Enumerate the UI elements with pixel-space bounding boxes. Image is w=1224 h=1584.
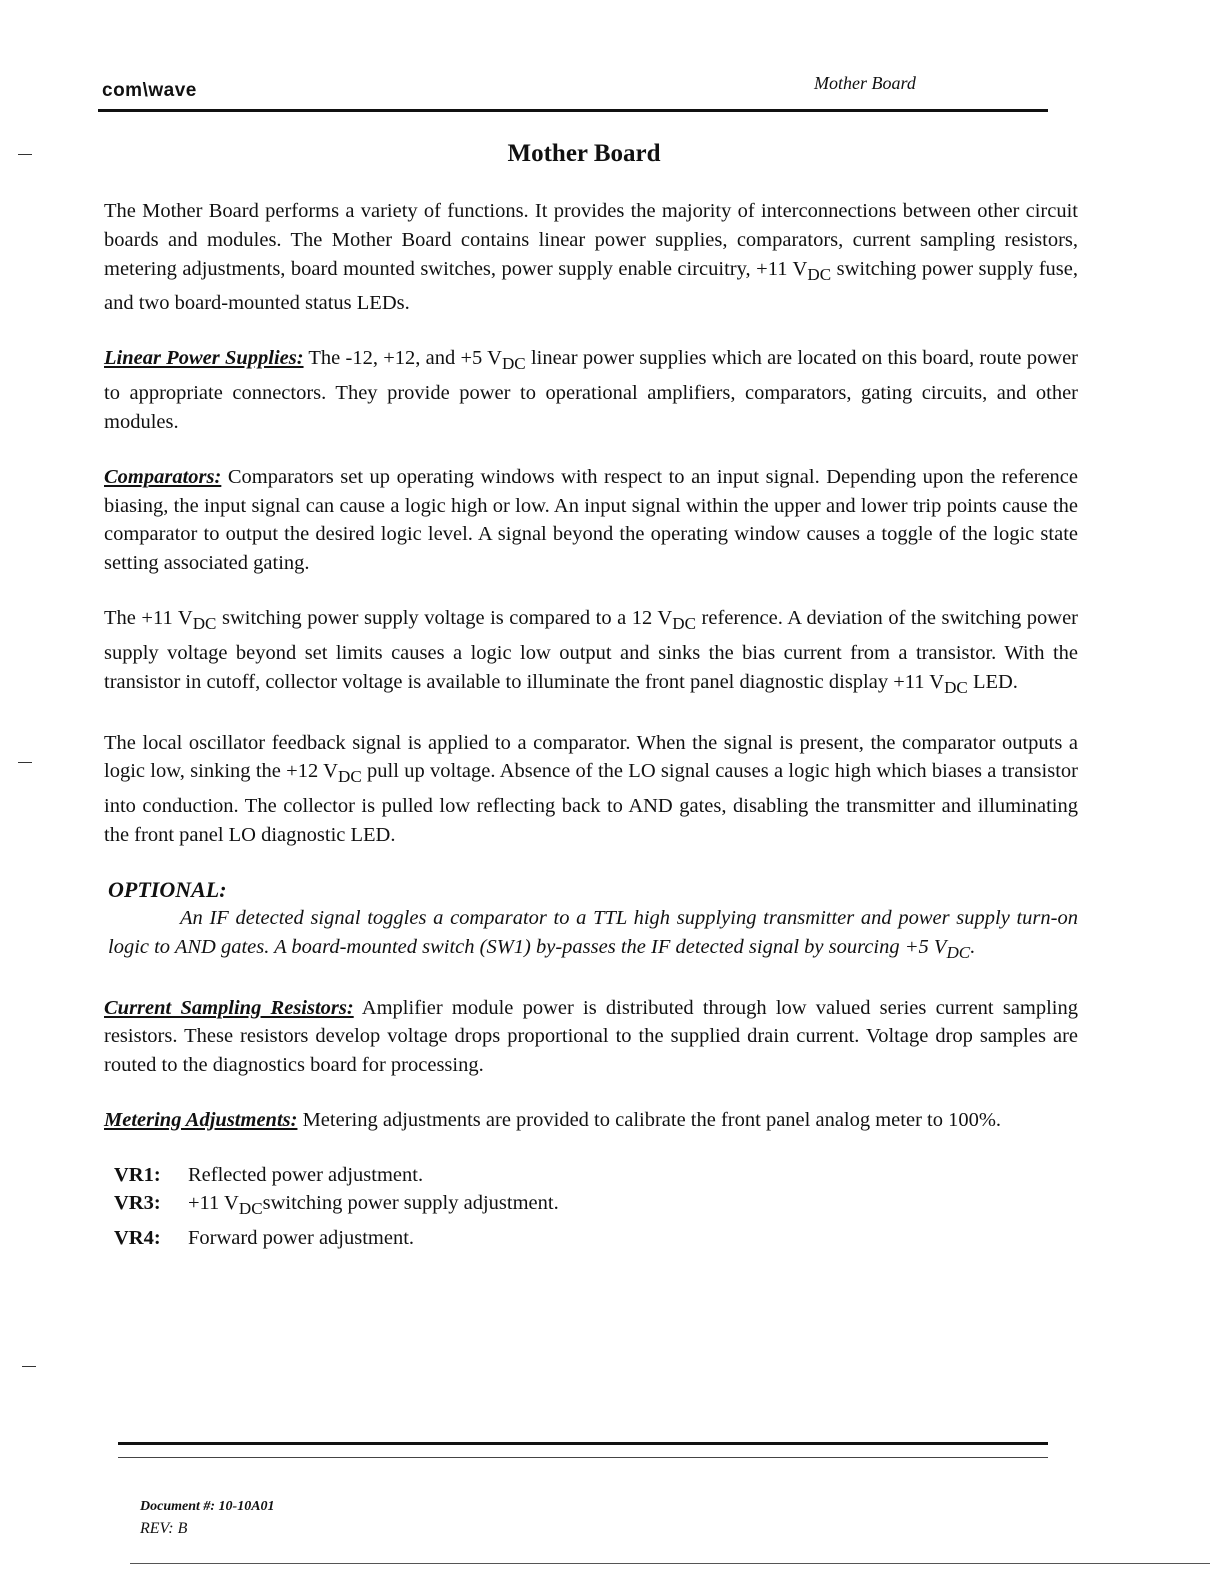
vr4-text: Forward power adjustment. (188, 1226, 415, 1249)
switching-text-2: switching power supply voltage is compared to a 12 V (216, 606, 673, 629)
linear-power-heading: Linear Power Supplies: (104, 347, 304, 370)
vr4-label: VR4: (114, 1226, 161, 1249)
comwave-logo (102, 80, 197, 102)
dc-subscript: DC (501, 354, 526, 374)
optional-text-1: An IF detected signal toggles a comparator to a TTL high supplying transmitter and power supply turn-on logic to AND gates. A board-mounted switch (SW1) by-passes the IF detected signal by sourcing +5 V (108, 906, 1078, 958)
current-sampling-paragraph (104, 994, 1078, 1080)
header-rule (98, 109, 1048, 112)
linear-power-paragraph (104, 344, 1078, 436)
comparators-text: Comparators set up operating windows with respect to an input signal. Depending upon the reference biasing, the input signal can cause a logic high or low. An input signal within the upper and lower trip points cause the comparator to output the desired logic level. A signal beyond the operating window causes a toggle of the logic state setting associated gating. (104, 465, 1078, 575)
margin-mark (22, 1366, 36, 1367)
margin-mark (18, 762, 32, 763)
page-bottom-rule (130, 1563, 1210, 1564)
document-number: Document #: 10-10A01 (140, 1499, 275, 1514)
vr1-row (114, 1161, 1078, 1190)
intro-paragraph (104, 197, 1078, 318)
switching-text-3: reference. A deviation of the switching power supply voltage beyond set limits causes a logic low output and sinks the bias current from a transistor. With the transistor in cutoff, collector voltage is available to illuminate the front panel diagnostic display +11 V (104, 606, 1078, 693)
dc-subscript: DC (807, 264, 832, 284)
dc-subscript: DC (946, 942, 971, 962)
comparators-heading: Comparators: (104, 465, 222, 488)
intro-text: The Mother Board performs a variety of functions. It provides the majority of interconnections between other circuit boards and modules. The Mother Board contains linear power supplies, comparators, current sampling resistors, metering adjustments, board mounted switches, power supply enable circuitry, +11 V (104, 200, 1078, 280)
header-section-title: Mother Board (814, 73, 916, 93)
document-body (104, 197, 1078, 1252)
footer-rule (118, 1442, 1048, 1445)
metering-text: Metering adjustments are provided to calibrate the front panel analog meter to 100%. (297, 1108, 1002, 1131)
dc-subscript: DC (238, 1199, 263, 1219)
vr1-text: Reflected power adjustment. (188, 1163, 424, 1186)
metering-paragraph (104, 1106, 1078, 1135)
dc-subscript: DC (944, 677, 968, 697)
current-sampling-text: Amplifier module power is distributed through low valued series current sampling resistors. These resistors develop voltage drops proportional to the supplied drain current. Voltage drop samples are routed to the diagnostics board for processing. (104, 996, 1079, 1077)
linear-text-2: linear power supplies which are located on this board, route power to appropriate connectors. They provide power to operational amplifiers, comparators, gating circuits, and other modules. (104, 347, 1078, 433)
current-sampling-heading: Current Sampling Resistors: (104, 996, 354, 1019)
dc-subscript: DC (672, 614, 696, 634)
metering-heading: Metering Adjustments: (104, 1108, 298, 1131)
oscillator-paragraph (104, 729, 1078, 850)
footer-document-info (140, 1496, 275, 1540)
vr3-row (114, 1189, 1078, 1224)
vr3-text-2: switching power supply adjustment. (262, 1192, 559, 1215)
page-title: Mother Board (507, 140, 661, 167)
revision: REV: B (140, 1520, 188, 1537)
optional-heading: OPTIONAL: (108, 876, 227, 902)
optional-text (108, 904, 1078, 968)
footer-rule-thin (118, 1457, 1048, 1458)
vr3-label: VR3: (114, 1192, 161, 1215)
switching-text-1: The +11 V (104, 606, 193, 629)
optional-section (108, 876, 1078, 968)
switching-paragraph (104, 604, 1078, 703)
oscillator-text-1: The local oscillator feedback signal is applied to a comparator. When the signal is present, the comparator outputs a logic low, sinking the +12 V (104, 731, 1078, 783)
switching-text-4: LED. (967, 670, 1018, 693)
linear-text-1: The -12, +12, and +5 V (303, 347, 502, 370)
dc-subscript: DC (337, 767, 362, 787)
intro-tail: switching power supply fuse, and two board-mounted status LEDs. (104, 257, 1078, 315)
dc-subscript: DC (192, 614, 217, 634)
vr-list (104, 1161, 1078, 1253)
optional-text-2: . (970, 935, 976, 958)
vr1-label: VR1: (114, 1163, 161, 1186)
oscillator-text-2: pull up voltage. Absence of the LO signal causes a logic high which biases a transistor into conduction. The collector is pulled low reflecting back to AND gates, disabling the transmitter and illuminating the front panel LO diagnostic LED. (104, 760, 1078, 847)
vr3-text (188, 1189, 559, 1224)
comparators-paragraph (104, 463, 1078, 578)
logo-text: com\wave (102, 80, 197, 101)
vr3-text-1: +11 V (188, 1192, 239, 1215)
vr4-row (114, 1224, 1078, 1253)
